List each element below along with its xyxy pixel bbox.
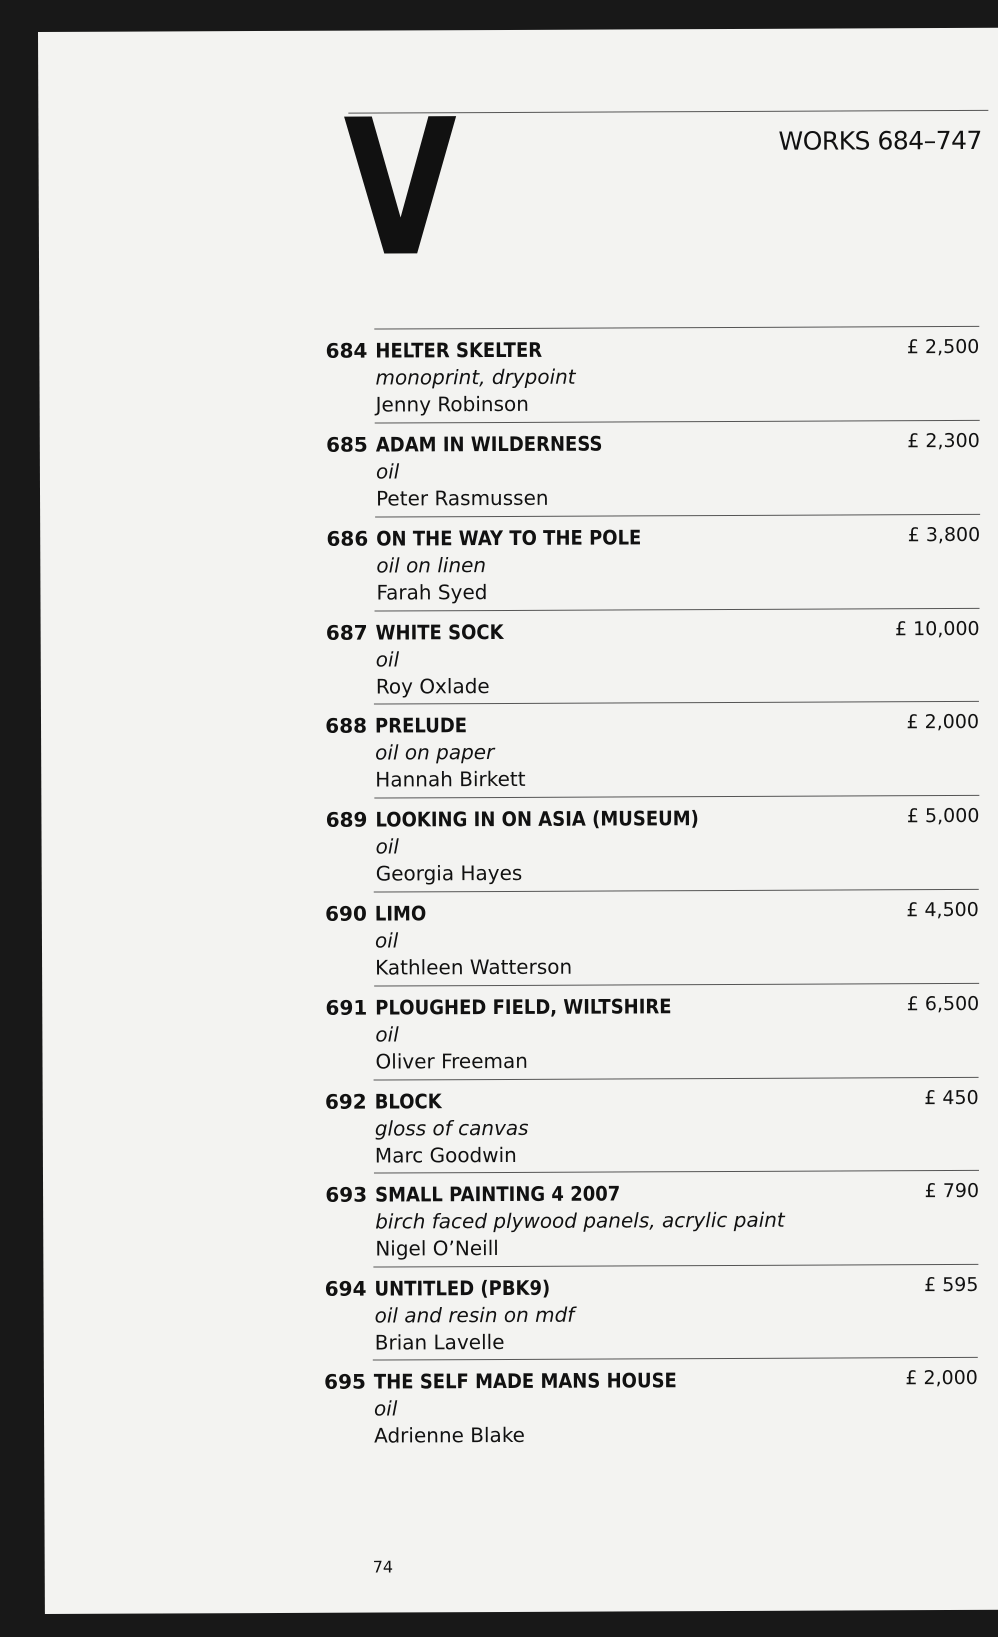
entry-artist: Marc Goodwin — [374, 1142, 517, 1168]
entry-title: ADAM IN WILDERNESS — [375, 431, 603, 457]
entry-artist: Hannah Birkett — [375, 766, 526, 792]
entry-title: ON THE WAY TO THE POLE — [376, 525, 642, 551]
entry-price: £ 595 — [924, 1273, 979, 1297]
entry-artist: Nigel O’Neill — [375, 1236, 499, 1261]
entry-medium: oil — [373, 1396, 398, 1421]
section-title: WORKS 684–747 — [778, 125, 982, 156]
entry-number: 689 — [325, 807, 368, 832]
entry-price: £ 450 — [924, 1086, 979, 1110]
entry-number: 684 — [325, 338, 368, 363]
entry-price: £ 790 — [924, 1179, 980, 1203]
entry-number: 692 — [324, 1089, 367, 1114]
entry-artist: Peter Rasmussen — [375, 485, 549, 511]
catalogue-entry — [290, 514, 980, 614]
catalogue-entry — [289, 326, 979, 426]
entry-price: £ 6,500 — [906, 992, 980, 1016]
entry-price: £ 2,500 — [906, 335, 980, 359]
entry-medium: gloss of canvas — [374, 1115, 529, 1141]
entry-title: PLOUGHED FIELD, WILTSHIRE — [375, 994, 672, 1020]
entry-price: £ 10,000 — [894, 617, 980, 641]
entry-artist: Farah Syed — [376, 580, 488, 605]
entry-title: LOOKING IN ON ASIA (MUSEUM) — [375, 806, 699, 832]
entry-medium: oil — [375, 834, 399, 859]
entry-medium: oil on linen — [376, 553, 487, 578]
page-number: 74 — [372, 1557, 394, 1577]
catalogue-entry — [289, 1077, 979, 1177]
entry-medium: oil — [375, 647, 400, 672]
entry-number: 693 — [325, 1182, 368, 1207]
catalogue-entry — [289, 983, 979, 1083]
catalogue-entry — [289, 1170, 979, 1270]
entry-medium: oil — [374, 928, 399, 953]
entry-price: £ 5,000 — [906, 804, 980, 828]
catalogue-page — [38, 28, 998, 1614]
entry-number: 686 — [326, 526, 369, 551]
catalogue-entry — [289, 889, 979, 989]
entry-number: 687 — [325, 620, 368, 645]
entry-number: 691 — [325, 995, 368, 1020]
entry-number: 690 — [325, 901, 367, 926]
entry-title: UNTITLED (PBK9) — [374, 1275, 551, 1301]
entry-medium: monoprint, drypoint — [375, 364, 576, 390]
entry-title: LIMO — [374, 901, 427, 926]
section-letter: V — [343, 79, 455, 299]
entry-title: THE SELF MADE MANS HOUSE — [373, 1368, 677, 1394]
entry-artist: Adrienne Blake — [374, 1422, 526, 1448]
catalogue-entry — [289, 795, 979, 895]
entry-title: WHITE SOCK — [375, 619, 504, 645]
entry-price: £ 2,300 — [907, 429, 980, 453]
entry-number: 695 — [324, 1369, 366, 1394]
entry-artist: Georgia Hayes — [375, 860, 523, 886]
entry-medium: oil — [375, 459, 400, 484]
entry-medium: birch faced plywood panels, acrylic paint — [375, 1207, 785, 1234]
entry-number: 688 — [325, 713, 368, 738]
entry-medium: oil on paper — [375, 740, 495, 765]
entry-artist: Kathleen Watterson — [375, 954, 573, 980]
entry-price: £ 2,000 — [905, 1366, 978, 1390]
catalogue-entry — [289, 701, 979, 801]
entry-price: £ 2,000 — [906, 710, 980, 734]
catalogue-entry — [290, 420, 980, 520]
entry-artist: Oliver Freeman — [375, 1048, 528, 1074]
entry-title: SMALL PAINTING 4 2007 — [375, 1181, 621, 1207]
catalogue-entry — [288, 1357, 978, 1457]
catalogue-entry — [288, 1264, 978, 1364]
entry-medium: oil — [375, 1022, 399, 1047]
entry-artist: Brian Lavelle — [374, 1329, 505, 1355]
entry-title: HELTER SKELTER — [375, 337, 543, 363]
entry-medium: oil and resin on mdf — [374, 1302, 575, 1328]
entry-divider — [374, 326, 979, 330]
catalogue-entry — [290, 608, 980, 708]
entry-artist: Jenny Robinson — [375, 391, 529, 417]
entry-number: 685 — [326, 432, 368, 457]
entry-title: BLOCK — [374, 1089, 442, 1114]
entry-title: PRELUDE — [374, 713, 468, 738]
entry-price: £ 3,800 — [907, 523, 981, 547]
entry-artist: Roy Oxlade — [375, 674, 490, 699]
entry-number: 694 — [324, 1276, 367, 1301]
entry-price: £ 4,500 — [906, 898, 979, 922]
